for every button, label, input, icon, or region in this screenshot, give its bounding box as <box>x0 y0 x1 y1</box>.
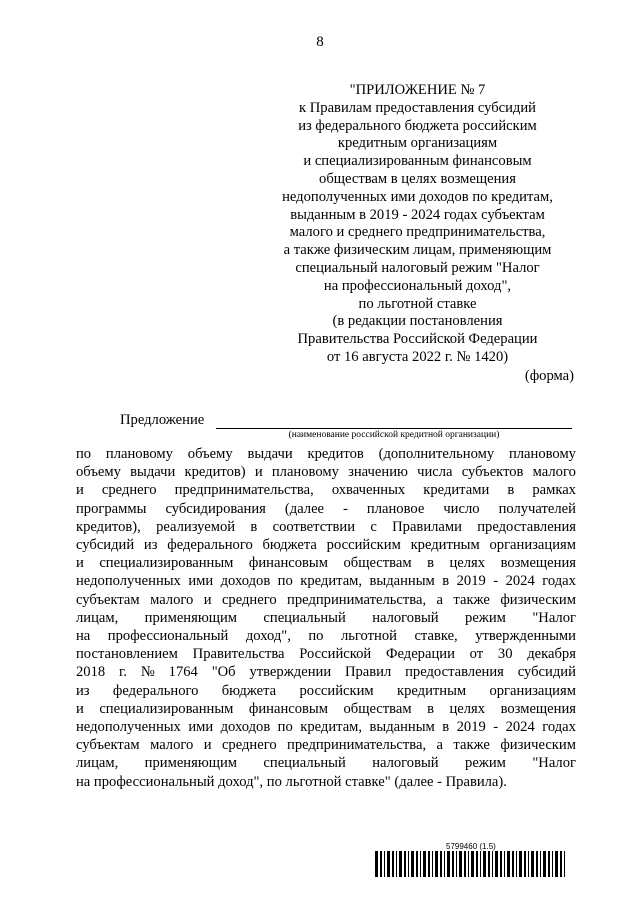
body-line: лицам, применяющим специальный налоговый режим "Налог <box>76 609 576 626</box>
page-number: 8 <box>316 34 324 50</box>
body-text <box>76 445 576 791</box>
body-line: субсидий из федерального бюджета российским кредитным организациям <box>76 537 576 554</box>
appendix-heading <box>255 82 580 367</box>
body-line: субъектам малого и среднего предпринимательства, а также физическим <box>76 737 576 754</box>
body-line: на профессиональный доход", по льготной ставке, утвержденными <box>76 628 576 645</box>
appendix-line: из федерального бюджета российским <box>298 117 537 134</box>
appendix-line: и специализированным финансовым <box>303 153 532 170</box>
body-line: постановлением Правительства Российской Федерации от 30 декабря <box>76 646 576 663</box>
body-line: кредитов), реализуемой в соответствии с Правилами предоставления <box>76 518 576 535</box>
form-label: (форма) <box>524 368 574 384</box>
body-line: и специализированным финансовым обществам в целях возмещения <box>76 555 576 572</box>
appendix-line: от 16 августа 2022 г. № 1420) <box>326 348 509 365</box>
body-line: и среднего предпринимательства, охваченных кредитами в рамках <box>76 482 576 499</box>
body-line: недополученных ими доходов по кредитам, выданным в 2019 - 2024 годах <box>76 719 576 736</box>
body-line: субъектам малого и среднего предпринимательства, а также физическим <box>76 591 576 608</box>
appendix-line: (в редакции постановления <box>332 313 503 330</box>
body-line: и специализированным финансовым обществам в целях возмещения <box>76 700 576 717</box>
appendix-line: недополученных ими доходов по кредитам, <box>282 188 553 205</box>
organization-name-line <box>216 428 572 429</box>
body-line: из федерального бюджета российским кредитным организациям <box>76 682 576 699</box>
appendix-line: обществам в целях возмещения <box>319 170 516 187</box>
body-line: на профессиональный доход", по льготной ставке" (далее - Правила). <box>76 773 507 790</box>
body-line: 2018 г. № 1764 "Об утверждении Правил предоставления субсидий <box>76 664 576 681</box>
body-line: лицам, применяющим специальный налоговый режим "Налог <box>76 755 576 772</box>
appendix-line: кредитным организациям <box>337 135 498 152</box>
appendix-line: специальный налоговый режим "Налог <box>295 259 540 276</box>
body-line: недополученных ими доходов по кредитам, выданным в 2019 - 2024 годах <box>76 573 576 590</box>
appendix-line: к Правилам предоставления субсидий <box>299 99 536 116</box>
body-line: объему выдачи кредитов) и плановому значению числа субъектов малого <box>76 464 576 481</box>
appendix-line: "ПРИЛОЖЕНИЕ № 7 <box>349 82 486 98</box>
appendix-line: на профессиональный доход", <box>323 277 512 294</box>
appendix-line: а также физическим лицам, применяющим <box>283 242 552 259</box>
appendix-line: Правительства Российской Федерации <box>297 331 538 348</box>
body-line: по плановому объему выдачи кредитов (дополнительному плановому <box>76 446 576 462</box>
body-line: программы субсидирования (далее - плановое число получателей <box>76 500 576 517</box>
proposal-label: Предложение <box>120 412 205 428</box>
organization-name-caption: (наименование российской кредитной организации) <box>288 430 500 440</box>
barcode-image <box>375 851 567 877</box>
appendix-line: малого и среднего предпринимательства, <box>289 224 546 241</box>
appendix-line: выданным в 2019 - 2024 годах субъектам <box>290 206 545 223</box>
appendix-line: по льготной ставке <box>358 295 477 312</box>
barcode-code: 5799460 (1.5) <box>446 842 496 851</box>
